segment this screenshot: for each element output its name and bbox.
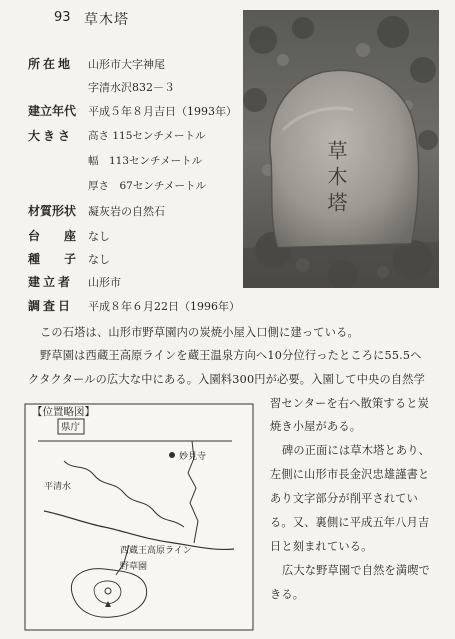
paragraph-2-line3: 習センターを右へ散策すると炭 (270, 397, 429, 410)
temple-marker (169, 452, 175, 458)
paragraph-2-line4: 焼き小屋がある。 (270, 420, 362, 433)
built-label: 建立年代 (28, 104, 77, 118)
paragraph-4-line1: 広大な野草園で自然を満喫で (282, 564, 431, 577)
thickness-value: 厚さ 67センチメートル (88, 180, 206, 192)
species-label: 種 子 (28, 252, 77, 266)
builder-label: 建立者 (28, 275, 74, 289)
base-value: なし (88, 230, 110, 243)
paragraph-2-line2: クタクタールの広大な中にある。入園料300円が必要。入園して中央の自然学 (28, 373, 426, 386)
builder-value: 山形市 (88, 276, 121, 289)
prefecture-office-label: 県庁 (61, 422, 81, 433)
material-label: 材質形状 (28, 204, 77, 218)
location-line2: 字清水沢832－３ (88, 81, 175, 94)
paragraph-3-line4: る。又、裏側に平成五年八月吉 (270, 516, 430, 529)
paragraph-3-line3: あり文字部分が削平されてい (270, 492, 419, 505)
location-line1: 山形市大字神尾 (88, 58, 165, 71)
entry-title: 草木塔 (84, 12, 129, 28)
entry-number: 93 (54, 10, 71, 25)
survey-label: 調査日 (28, 299, 74, 313)
paragraph-2-line1: 野草園は西蔵王高原ラインを蔵王温泉方向へ10分位行ったところに55.5ヘ (40, 349, 422, 362)
map-title: 【位置略図】 (32, 406, 95, 418)
paragraph-4-line2: きる。 (270, 588, 305, 601)
paragraph-3-line1: 碑の正面には草木塔とあり、 (282, 444, 431, 457)
built-value: 平成５年８月吉日（1993年） (88, 105, 237, 118)
paragraph-1: この石塔は、山形市野草園内の炭焼小屋入口側に建っている。 (40, 326, 359, 339)
size-label: 大きさ (28, 129, 74, 143)
species-value: なし (88, 253, 110, 266)
location-map (24, 403, 254, 631)
road-label: 西蔵王高原ライン (120, 546, 192, 556)
garden-label: 野草園 (120, 562, 148, 572)
hirashimizu-label: 平清水 (44, 482, 72, 492)
material-value: 凝灰岩の自然石 (88, 205, 165, 218)
width-value: 幅 113センチメートル (88, 155, 203, 167)
paragraph-3-line5: 日と刻まれている。 (270, 540, 373, 553)
temple-label: 妙見寺 (179, 452, 207, 462)
monument-photo (243, 10, 439, 288)
monument-inscription: 草木塔 (324, 140, 348, 218)
paragraph-3-line2: 左側に山形市長金沢忠雄謹書と (270, 468, 430, 481)
survey-value: 平成８年６月22日（1996年） (88, 300, 240, 313)
height-value: 高さ 115センチメートル (88, 130, 206, 142)
base-label: 台 座 (28, 229, 77, 243)
location-label: 所在地 (28, 57, 74, 71)
